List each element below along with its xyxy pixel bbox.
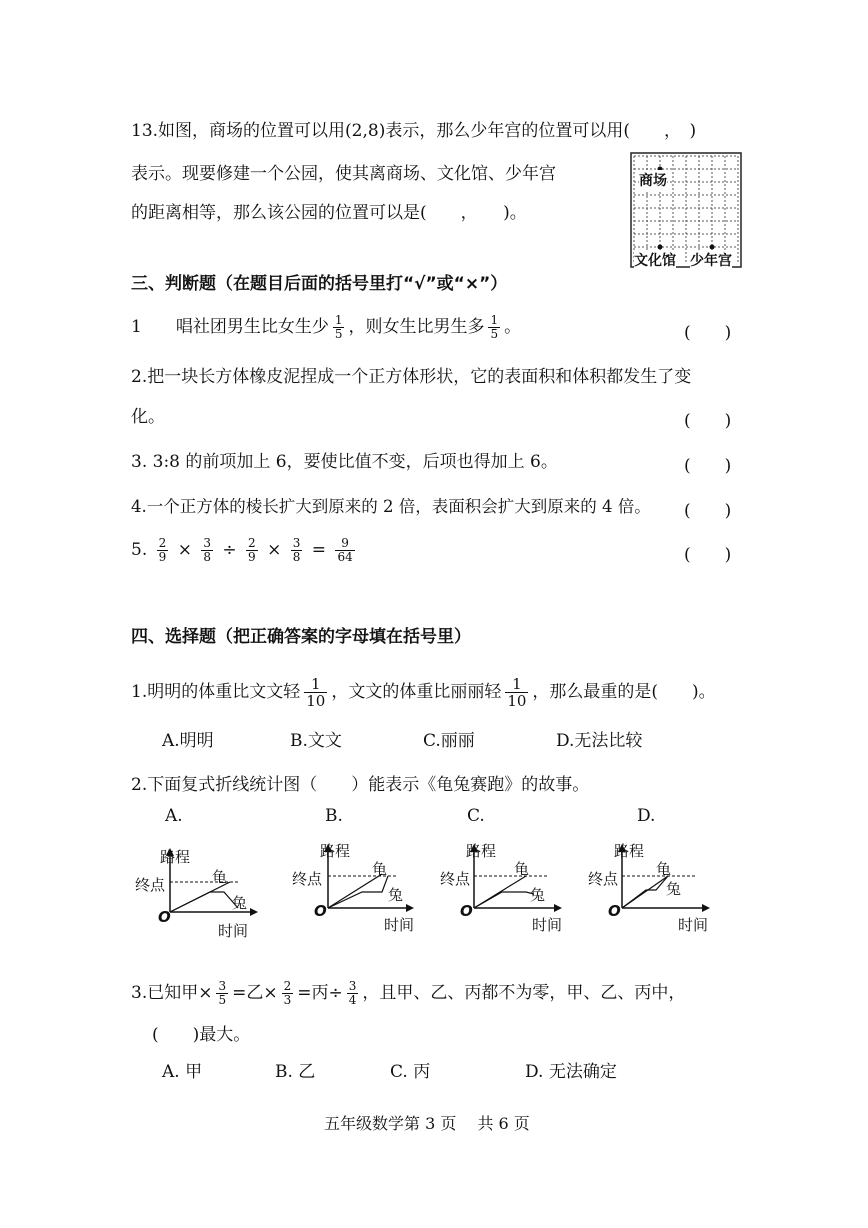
q2-option-d[interactable]: D. xyxy=(637,806,656,826)
denominator: 5 xyxy=(490,327,499,341)
q13-line2: 表示。现要修建一个公园，使其离商场、文化馆、少年宫 xyxy=(131,164,556,184)
fraction xyxy=(157,537,169,564)
numerator: 9 xyxy=(335,537,354,551)
grid-label-culture: 文化馆 xyxy=(634,250,676,270)
q3-post: ，且甲、乙、丙都不为零，甲、乙、丙中， xyxy=(362,983,686,1003)
choice-q1 xyxy=(131,676,716,709)
numerator: 1 xyxy=(304,676,327,693)
denominator: 3 xyxy=(283,993,292,1007)
q1-option-d[interactable]: D.无法比较 xyxy=(556,731,643,751)
section3-title: 三、判断题（在题目后面的括号里打“√”或“×”） xyxy=(131,274,508,294)
numerator: 3 xyxy=(218,979,227,993)
fraction xyxy=(347,980,359,1007)
graph-a xyxy=(130,840,270,940)
graph-a-rabbit: 兔 xyxy=(232,894,248,912)
graph-b-time: 时间 xyxy=(384,916,415,934)
numerator: 3 xyxy=(203,536,211,550)
graph-a-time: 时间 xyxy=(218,922,249,940)
graph-c-route: 路程 xyxy=(466,842,497,860)
numerator: 2 xyxy=(283,979,292,993)
judge-item-5 xyxy=(131,537,359,564)
denominator: 8 xyxy=(203,550,211,564)
fraction xyxy=(335,537,354,564)
numerator: 2 xyxy=(158,536,167,550)
q2-option-c[interactable]: C. xyxy=(467,806,485,826)
numerator: 1 xyxy=(334,313,343,327)
graph-b-end: 终点 xyxy=(292,870,323,888)
judge-item-1 xyxy=(131,314,521,341)
judge1-post: 。 xyxy=(504,317,522,337)
graph-c-rabbit: 兔 xyxy=(530,886,546,904)
q13-line3: 的距离相等，那么该公园的位置可以是( ， )。 xyxy=(131,203,527,223)
choice-q3-line2: ( )最大。 xyxy=(152,1025,251,1045)
q3-option-b[interactable]: B. 乙 xyxy=(275,1062,316,1082)
graph-c xyxy=(438,836,578,936)
page-footer: 五年级数学第 3 页 共 6 页 xyxy=(324,1114,530,1133)
grid-label-mall: 商场 xyxy=(639,170,667,190)
q1-option-b[interactable]: B.文文 xyxy=(290,731,342,751)
graph-d-origin: O xyxy=(608,902,621,920)
graph-a-route: 路程 xyxy=(160,848,191,866)
graph-a-end: 终点 xyxy=(135,876,166,894)
fraction xyxy=(333,314,345,341)
graph-b-route: 路程 xyxy=(320,842,351,860)
q3-option-d[interactable]: D. 无法确定 xyxy=(525,1062,617,1082)
denominator: 9 xyxy=(248,550,256,564)
q1-mid: ，文文的体重比丽丽轻 xyxy=(331,682,502,702)
fraction xyxy=(201,537,213,564)
fraction xyxy=(505,676,528,709)
graph-d-rabbit: 兔 xyxy=(666,880,682,898)
denominator: 10 xyxy=(306,692,326,710)
fraction xyxy=(304,676,327,709)
graph-b-origin: O xyxy=(314,902,327,920)
graph-b-rabbit: 兔 xyxy=(388,886,404,904)
graph-b xyxy=(290,836,430,936)
judge-item-2-cont: 化。 xyxy=(131,407,165,427)
q1-option-a[interactable]: A.明明 xyxy=(162,731,214,751)
q3-pre: 3.已知甲× xyxy=(131,983,213,1003)
fraction xyxy=(282,980,294,1007)
fraction xyxy=(246,537,258,564)
q3-option-c[interactable]: C. 丙 xyxy=(390,1062,431,1082)
graph-c-origin: O xyxy=(460,902,473,920)
fraction xyxy=(291,537,303,564)
denominator: 4 xyxy=(348,993,357,1007)
denominator: 5 xyxy=(334,327,343,341)
choice-q2: 2.下面复式折线统计图（ ）能表示《龟兔赛跑》的故事。 xyxy=(131,775,590,795)
fraction xyxy=(488,314,500,341)
graph-d-end: 终点 xyxy=(588,870,619,888)
judge1-mid: ，则女生比男生多 xyxy=(348,317,485,337)
graph-c-time: 时间 xyxy=(532,916,563,934)
graph-d-time: 时间 xyxy=(678,916,709,934)
operator: = xyxy=(311,540,327,560)
numerator: 3 xyxy=(348,979,357,993)
graph-d-route: 路程 xyxy=(614,842,645,860)
q3-option-a[interactable]: A. 甲 xyxy=(162,1062,203,1082)
graph-d-turtle: 龟 xyxy=(656,860,672,878)
graph-d xyxy=(586,836,726,936)
answer-paren[interactable]: ( ) xyxy=(684,501,732,521)
graph-a-turtle: 龟 xyxy=(212,868,228,886)
denominator: 64 xyxy=(337,550,353,564)
graph-b-turtle: 龟 xyxy=(372,860,388,878)
section4-title: 四、选择题（把正确答案的字母填在括号里） xyxy=(131,627,471,647)
denominator: 9 xyxy=(158,550,167,564)
q3-mid1: =乙× xyxy=(232,983,278,1003)
answer-paren[interactable]: ( ) xyxy=(684,545,732,565)
grid-label-youth: 少年宫 xyxy=(690,250,732,270)
q1-option-c[interactable]: C.丽丽 xyxy=(423,731,475,751)
judge1-pre: 1 唱社团男生比女生少 xyxy=(131,317,329,337)
operator: ÷ xyxy=(222,540,237,560)
judge5-pre: 5. xyxy=(131,540,148,560)
q2-option-a[interactable]: A. xyxy=(165,806,183,826)
judge-item-3: 3. 3:8 的前项加上 6，要使比值不变，后项也得加上 6。 xyxy=(131,452,558,472)
numerator: 3 xyxy=(292,536,301,550)
judge-item-2: 2.把一块长方体橡皮泥捏成一个正方体形状，它的表面积和体积都发生了变 xyxy=(131,367,692,387)
q2-option-b[interactable]: B. xyxy=(325,806,343,826)
fraction xyxy=(216,980,228,1007)
choice-q3 xyxy=(131,980,685,1007)
denominator: 10 xyxy=(507,692,527,710)
operator: × xyxy=(267,540,282,560)
q1-pre: 1.明明的体重比文文轻 xyxy=(131,682,301,702)
answer-paren[interactable]: ( ) xyxy=(684,323,732,343)
denominator: 8 xyxy=(292,550,301,564)
q1-post: ，那么最重的是( )。 xyxy=(532,682,716,702)
denominator: 5 xyxy=(218,993,227,1007)
numerator: 1 xyxy=(490,313,499,327)
answer-paren[interactable]: ( ) xyxy=(684,411,732,431)
graph-c-turtle: 龟 xyxy=(514,860,530,878)
judge-item-4: 4.一个正方体的棱长扩大到原来的 2 倍，表面积会扩大到原来的 4 倍。 xyxy=(131,497,651,516)
answer-paren[interactable]: ( ) xyxy=(684,456,732,476)
operator: × xyxy=(177,540,192,560)
q13-line1: 13.如图，商场的位置可以用(2,8)表示，那么少年宫的位置可以用( ， ) xyxy=(131,121,697,141)
graph-a-origin: O xyxy=(158,908,171,926)
graph-c-end: 终点 xyxy=(440,870,471,888)
numerator: 1 xyxy=(505,676,528,693)
q3-mid2: =丙÷ xyxy=(297,983,343,1003)
numerator: 2 xyxy=(248,536,256,550)
